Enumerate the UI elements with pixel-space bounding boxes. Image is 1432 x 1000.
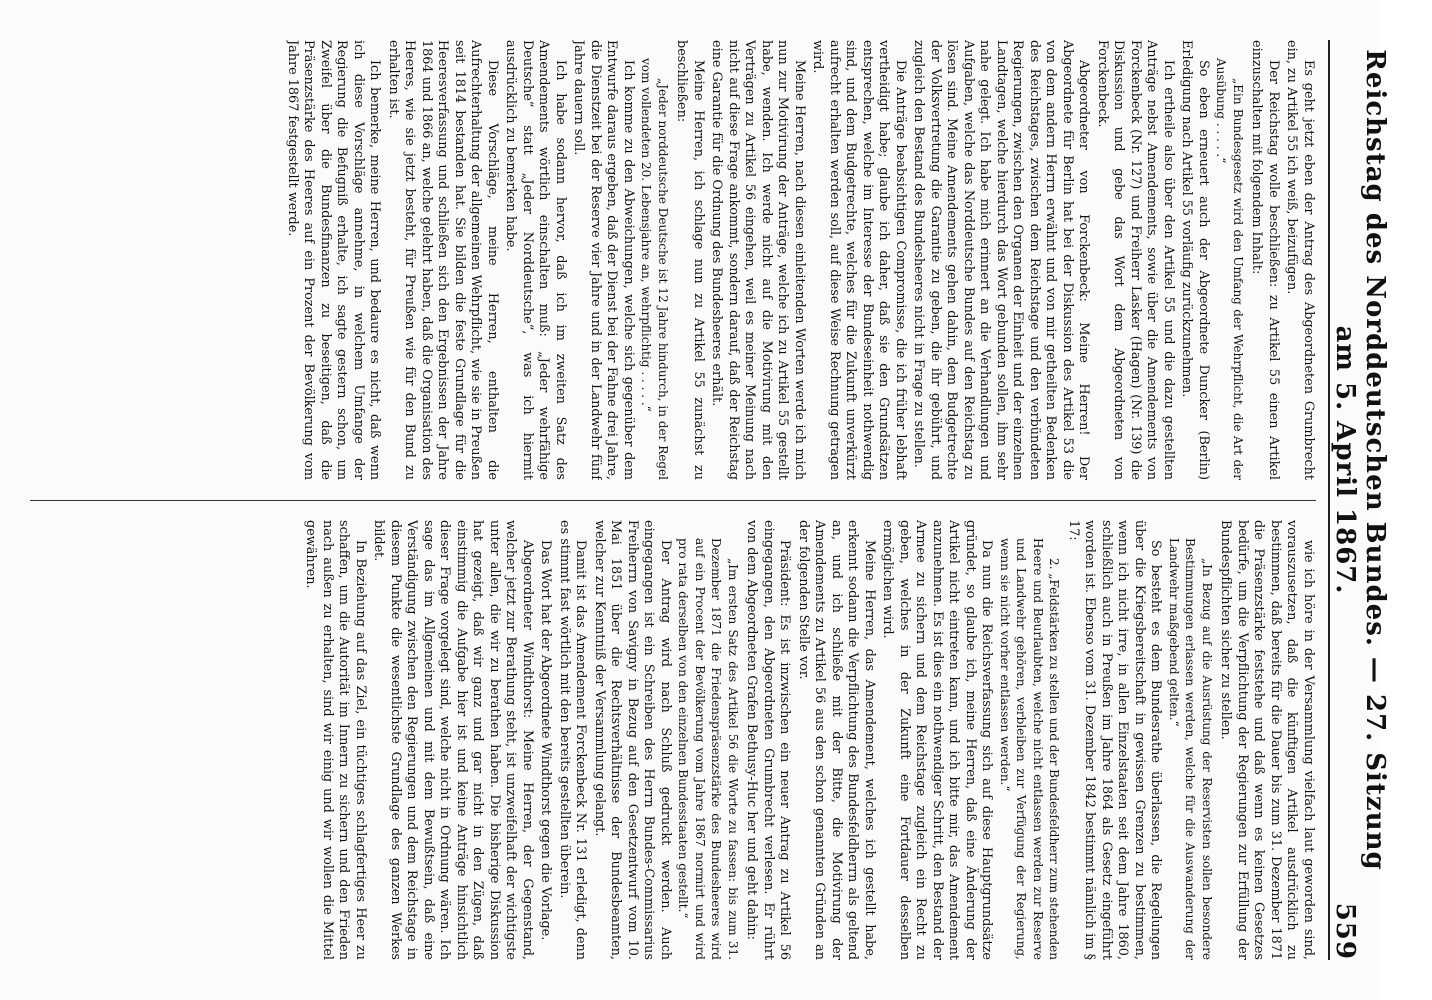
quoted-paragraph: „In Bezug auf die Ausrüstung der Reservisten sollen besondere Bestimmungen erlassen werden, welche für die Auswanderung der Landwehr maßgebend gelten.“	[1167, 538, 1214, 960]
paragraph: Das Wort hat der Abgeordnete Windthorst gegen die Vorlage.	[538, 540, 554, 941]
paragraph: Ich habe sodann hervor, daß ich im zweiten Satz des Amendements wörtlich einschalten muß: „Jeder wehrfähige Deutsche“ statt „Jeder Norddeutsche“, was ich hiermit ausdrücklich zu bemerken habe.	[503, 40, 568, 480]
column-divider	[30, 500, 1316, 501]
paragraph: Meine Herren, nach diesen einleitenden Worten werde ich mich nun zur Motivirung der Anträge, welche ich zu Artikel 55 gestellt habe, wenden. Ich werde nicht auf die Motivirung mit den Verträgen zu Artikel 56 eingehen, weil es meiner Meinung nach nicht auf diese Frage ankommt, sondern darauf, daß der Reichstag eine Garantie für die Ordnung des Bundesheeres erhält.	[709, 40, 807, 480]
paragraph: Es geht jetzt eben der Antrag des Abgeordneten Grumbrecht ein, zu Artikel 55 ich weiß, beizufügen.	[1284, 40, 1316, 480]
page-number: 559	[1330, 902, 1360, 960]
paragraph: Diese Vorschläge, meine Herren, enthalten die Aufrechterhaltung der allgemeinen Wehrpflicht, wie sie in Preußen seit 1814 bestanden hat. Sie bilden die feste Grundlage für die Heeresverfassung und schließen sich den Ergebnissen der Jahre 1864 und 1866 an, welche gelehrt haben, daß die Organisation des Heeres, wie sie jetzt besteht, für Preußen wie für den Bund zu erhalten ist.	[386, 40, 500, 480]
quoted-paragraph: „Jeder norddeutsche Deutsche ist 12 Jahre hindurch, in der Regel vom vollendeten 20. Lebensjahre an, wehrpflichtig . . . . .“	[639, 58, 670, 480]
quoted-paragraph: „Im ersten Satz des Artikel 56 die Worte zu fassen: bis zum 31. Dezember 1871 die Friedenspräsenzstärke des Bundesheeres wird auf ein Procent der Bevölkerung vom Jahre 1867 normirt und wird pro rata derselben von den einzelnen Bundesstaaten gestellt.“	[676, 538, 740, 960]
paragraph: So eben erneuert auch der Abgeordnete Duncker (Berlin) Erledigung nach Artikel 55 vorläufig zurückzunehmen.	[1179, 40, 1211, 480]
paragraph: Ich ertheile also über den Artikel 55 und die dazu gestellten Anträge nebst Amendements, sowie über die Amendements von Forckenbeck (Nr. 127) und Freiherr Lasker (Hagen) (Nr. 139) die Diskussion und gebe das Wort dem Abgeordneten von Forckenbeck.	[1095, 40, 1176, 480]
speaker-paragraph: Abgeordneter von Forckenbeck: Meine Herren! Der Abgeordnete für Berlin hat bei der Diskussion des Artikel 53 die von dem andern Herrn erwähnt und von mir getheilten Bedenken des Reichstages, zwischen dem Reichstage und den verbündeten Regierungen, zwischen den Organen der Einheit und der einzelnen Landtagen, welche hierdurch das Wort gebunden sollen, ihm sehr nahe gelegt. Ich habe mich erinnert an die Verhandlungen und Aufgaben, welche das Norddeutsche Bundes auf den Reichstag zu lösen sind. Meine Amendements gehen dahin, dem Budgetrechte der Volksvertretung die Garantie zu geben, die ihr gebührt, und zugleich den Bestand des Bundesheeres nicht in Frage zu stellen.	[911, 40, 1092, 480]
page-header	[1328, 40, 1390, 960]
left-column	[20, 40, 1316, 480]
paragraph: Damit ist das Amendement Forckenbeck Nr. 131 erledigt, denn es stimmt fast wörtlich mit den bereits gestellten überein.	[557, 520, 589, 960]
paragraph: Die Anträge beabsichtigen Compromisse, die ich früher lebhaft vertheidigt habe; glaube ich daher, daß sie den Grundsätzen entsprechen, welche im Interesse der Bundeseinheit nothwendig sind, und dem Budgetrechte, welches für die Zukunft unverkürzt aufrecht erhalten werden soll, auf diese Weise Rechnung getragen wird.	[810, 40, 908, 480]
paragraph: So besteht es dem Bundesrathe überlassen, die Regelungen über die Kriegsbereitschaft in gewissen Grenzen zu bestimmen, wenn ich nicht irre, in allen Einzelstaaten seit dem Jahre 1860, schließlich auch in Preußen im Jahre 1864 als Gesetz eingeführt worden ist. Ebenso vom 31. Dezember 1842 bestimmt nämlich im § 17:	[1066, 520, 1164, 960]
paragraph: Der Reichstag wolle beschließen: zu Artikel 55 einen Artikel einzuschalten mit folgendem Inhalt:	[1249, 40, 1281, 480]
right-column	[20, 520, 1316, 960]
paragraph: wie ich höre in der Versammlung vielfach laut geworden sind, vorauszusetzen, daß die künftigen Artikel ausdrücklich zu bestimmen, daß bereits für die Dauer bis zum 31. Dezember 1871 die Präsenzstärke feststehe und daß wenn es keinen Gesetzes bedürfe, um die Verpflichtung der Regierungen zur Erfüllung der Bundespflichten sicher zu stellen.	[1218, 520, 1316, 960]
paragraph: Der Antrag wird nach Schluß gedruckt werden. Auch eingegangen ist ein Schreiben des Herrn Bundes-Commissarius Freiherrn von Savigny in Bezug auf den Gesetzentwurf vom 10. Mai 1851 über die Rechtsverhältnisse der Bundesbeamten, welcher zur Kenntniß der Versammlung gelangt.	[592, 520, 673, 960]
page-title: Reichstag des Norddeutschen Bundes. — 27. Sitzung am 5. April 1867.	[1330, 49, 1390, 871]
paragraph: Ich komme zu den Abweichungen, welche sich gegenüber dem Entwurfe daraus ergeben, daß der Dienst bei der Fahne drei Jahre, die Dienstzeit bei der Reserve vier Jahre und in der Landwehr fünf Jahre dauern soll.	[571, 40, 636, 480]
quoted-paragraph: „Ein Bundesgesetz wird den Umfang der Wehrpflicht, die Art der Ausübung . . . . .“	[1214, 58, 1245, 480]
quoted-paragraph: 2. „Feldstärken zu stellen und der Bundesfeldherr zum stehenden Heere und Beurlaubten, welche nicht entlassen werden zur Reserve und Landwehr gehören, verbleiben zur Verfügung der Regierung, wenn sie nicht vorher entlassen werden.“	[998, 538, 1062, 960]
paragraph: Ich bemerke, meine Herren, und bedaure es nicht, daß wenn ich diese Vorschläge annehme, in welchem Umfange der Regierung die Befugniß erhalte, ich sagte gestern schon, um Zweifel über die Bundesfinanzen zu beseitigen, daß die Präsenzstärke des Heeres auf ein Prozent der Bevölkerung vom Jahre 1867 festgestellt werde.	[285, 40, 383, 480]
paragraph: Meine Herren, das Amendement, welches ich gestellt habe, erkennt sodann die Verpflichtung des Bundesfeldherrn als geltend an, und ich schließe mit der Bitte, die Motivirung der Amendements zu Artikel 56 aus den schon genannten Gründen an der folgenden Stelle vor.	[796, 520, 877, 960]
paragraph: Meine Herren, ich schlage nun zu Artikel 55 zunächst zu beschließen:	[674, 40, 706, 480]
speaker-paragraph: Abgeordneter Windthorst: Meine Herren, der Gegenstand, welcher jetzt zur Berathung steht, ist unzweifelhaft der wichtigste unter allen, die wir zu berathen haben. Die bisherige Diskussion hat gezeigt, daß wir ganz und gar nicht in den Zügen, daß einstimmig die Aufgabe hier ist und keine Anträge hinsichtlich dieser Frage vorgelegt sind, welche nicht in Ordnung wären. Ich sage das im Allgemeinen und mit dem Bewußtsein, daß eine Verständigung zwischen den Regierungen und dem Reichstage in diesem Punkte die wesentlichste Grundlage des ganzen Werkes bildet.	[371, 520, 535, 960]
speaker-paragraph: Präsident: Es ist inzwischen ein neuer Antrag zu Artikel 56 eingegangen, den Abgeordneten Grumbrecht verlesen. Er rührt von dem Abgeordneten Grafen Bethusy-Huc her und geht dahin:	[744, 520, 793, 960]
paragraph: Da nun die Reichsverfassung sich auf diese Hauptgrundsätze gründet, so glaube ich, meine Herren, daß eine Änderung der Artikel nicht eintreten kann, und ich bitte mir, das Amendement anzunehmen. Es ist dies ein nothwendiger Schritt, den Bestand der Armee zu sichern und dem Reichstage zugleich ein Recht zu geben, welches in der Zukunft eine Fortdauer desselben ermöglichen wird.	[880, 520, 995, 960]
paragraph: In Beziehung auf das Ziel, ein tüchtiges schlagfertiges Heer zu schaffen, um die Autorität im Innern zu sichern und den Frieden nach außen zu erhalten, sind wir einig und wir wollen die Mittel gewähren.	[303, 520, 368, 960]
